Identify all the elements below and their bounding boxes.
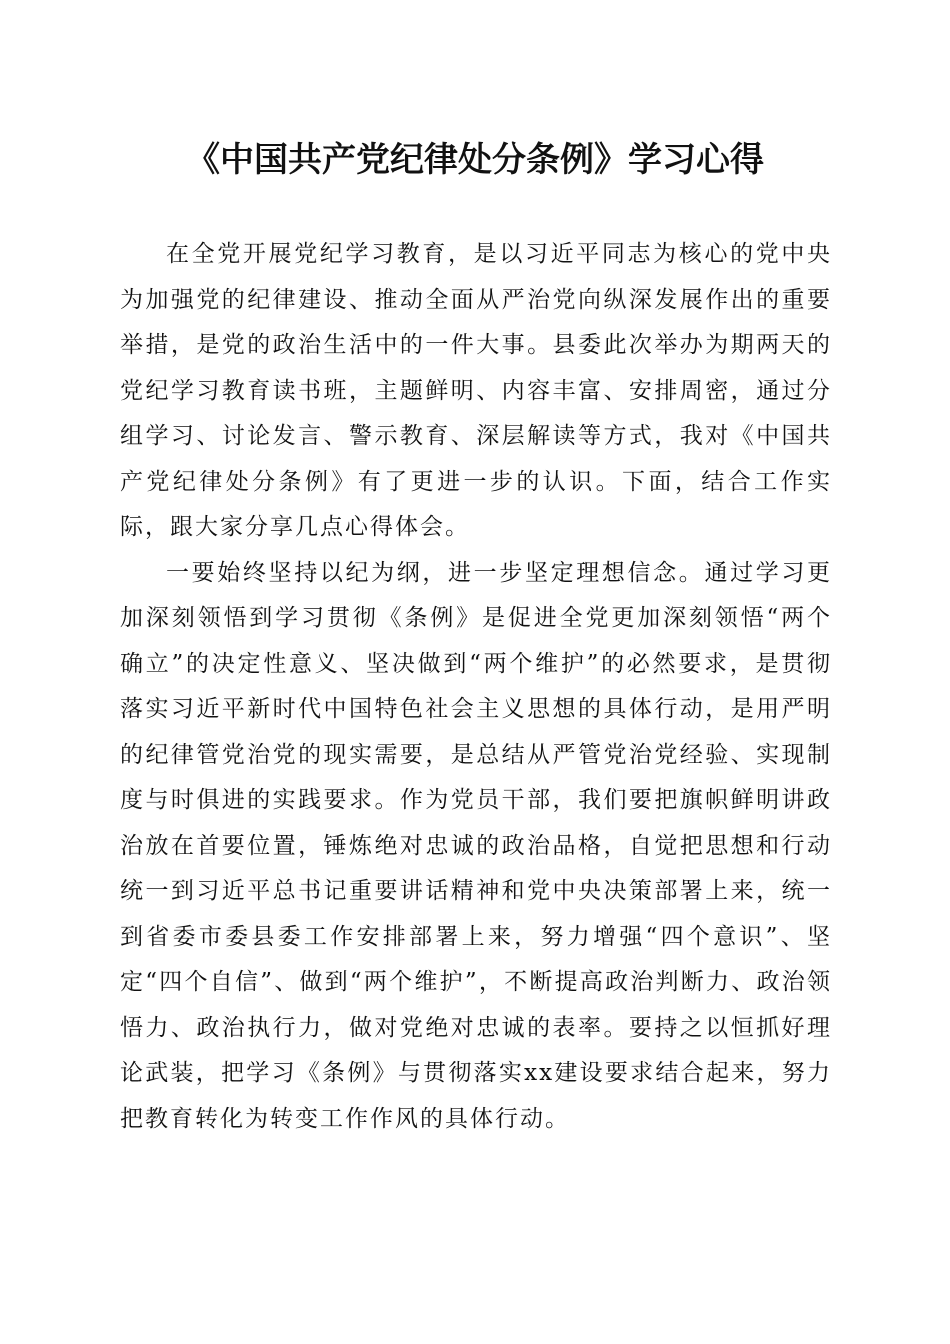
paragraph-point-one: 一要始终坚持以纪为纲，进一步坚定理想信念。通过学习更加深刻领悟到学习贯彻《条例》是促进全党更加深刻领悟“两个确立”的决定性意义、坚决做到“两个维护”的必然要求，是贯彻落实习近平新时代中国特色社会主义思想的具体行动，是用严明的纪律管党治党的现实需要，是总结从严管党治党经验、实现制度与时俱进的实践要求。作为党员干部，我们要把旗帜鲜明讲政治放在首要位置，锤炼绝对忠诚的政治品格，自觉把思想和行动统一到习近平总书记重要讲话精神和党中央决策部署上来，统一到省委市委县委工作安排部署上来，努力增强“四个意识”、坚定“四个自信”、做到“两个维护”，不断提高政治判断力、政治领悟力、政治执行力，做对党绝对忠诚的表率。要持之以恒抓好理论武装，把学习《条例》与贯彻落实xx建设要求结合起来，努力把教育转化为转变工作作风的具体行动。 [120, 559, 832, 1132]
document-body [120, 232, 832, 1142]
paragraph-intro: 在全党开展党纪学习教育，是以习近平同志为核心的党中央为加强党的纪律建设、推动全面从严治党向纵深发展作出的重要举措，是党的政治生活中的一件大事。县委此次举办为期两天的党纪学习教育读书班，主题鲜明、内容丰富、安排周密，通过分组学习、讨论发言、警示教育、深层解读等方式，我对《中国共产党纪律处分条例》有了更进一步的认识。下面，结合工作实际，跟大家分享几点心得体会。 [120, 241, 832, 540]
document-title: 《中国共产党纪律处分条例》学习心得 [186, 140, 764, 180]
